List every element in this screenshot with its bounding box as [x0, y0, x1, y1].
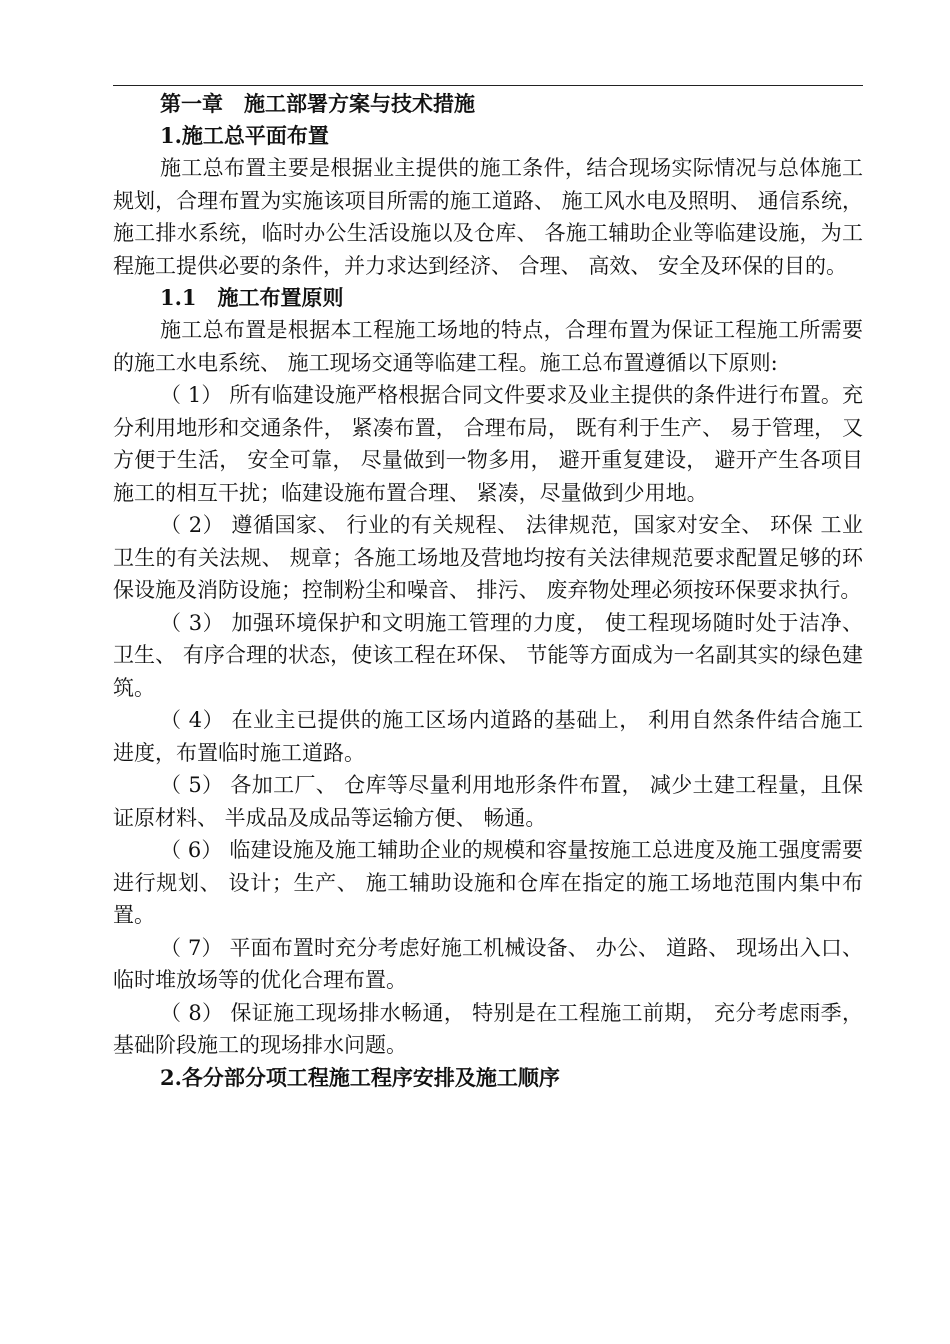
principle-2: （ 2） 遵循国家、 行业的有关规程、 法律规范，国家对安全、 环保 工业卫生的有关法规、 规章；各施工场地及营地均按有关法律规范要求配置足够的环保设施及消防设施；控制粉尘和噪音、 排污、 废弃物处理必须按环保要求执行。	[113, 513, 863, 602]
principle-8: （ 8） 保证施工现场排水畅通， 特别是在工程施工前期， 充分考虑雨季，基础阶段施工的现场排水问题。	[113, 1000, 863, 1057]
principle-5: （ 5） 各加工厂、 仓库等尽量利用地形条件布置， 减少土建工程量，且保证原材料、 半成品及成品等运输方便、 畅通。	[113, 773, 863, 830]
section-1-1-title: 1.1 施工布置原则	[160, 285, 344, 310]
principle-3: （ 3） 加强环境保护和文明施工管理的力度， 使工程现场随时处于洁净、 卫生、 有序合理的状态，使该工程在环保、 节能等方面成为一名副其实的绿色建筑。	[113, 610, 863, 700]
principle-6: （ 6） 临建设施及施工辅助企业的规模和容量按施工总进度及施工强度需要进行规划、 设计；生产、 施工辅助设施和仓库在指定的施工场地范围内集中布置。	[113, 838, 863, 927]
section-2-title: 2.各分部分项工程施工程序安排及施工顺序	[160, 1064, 560, 1090]
principle-4: （ 4） 在业主已提供的施工区场内道路的基础上， 利用自然条件结合施工进度，布置临时施工道路。	[113, 708, 863, 765]
principle-1: （ 1） 所有临建设施严格根据合同文件要求及业主提供的条件进行布置。充分利用地形和交通条件， 紧凑布置， 合理布局， 既有利于生产、 易于管理， 又方便于生活， 安全可靠， 尽量做到一物多用， 避开重复建设， 避开产生各项目施工的相互干扰；临建设施布置合理、 紧凑，尽量做到少用地。	[113, 383, 863, 505]
section-1-title: 1.施工总平面布置	[160, 123, 329, 148]
chapter-title: 第一章 施工部署方案与技术措施	[160, 91, 475, 116]
section-1-paragraph: 施工总布置主要是根据业主提供的施工条件，结合现场实际情况与总体施工规划，合理布置为实施该项目所需的施工道路、 施工风水电及照明、 通信系统，施工排水系统，临时办公生活设施以及仓库、 各施工辅助企业等临建设施，为工程施工提供必要的条件，并力求达到经济、 合理、 高效、 安全及环保的目的。	[113, 156, 863, 278]
header-rule	[113, 85, 863, 86]
section-1-1-paragraph: 施工总布置是根据本工程施工场地的特点，合理布置为保证工程施工所需要的施工水电系统、 施工现场交通等临建工程。施工总布置遵循以下原则:	[113, 318, 863, 375]
document-page	[113, 88, 863, 1094]
principle-7: （ 7） 平面布置时充分考虑好施工机械设备、 办公、 道路、 现场出入口、 临时堆放场等的优化合理布置。	[113, 935, 863, 992]
